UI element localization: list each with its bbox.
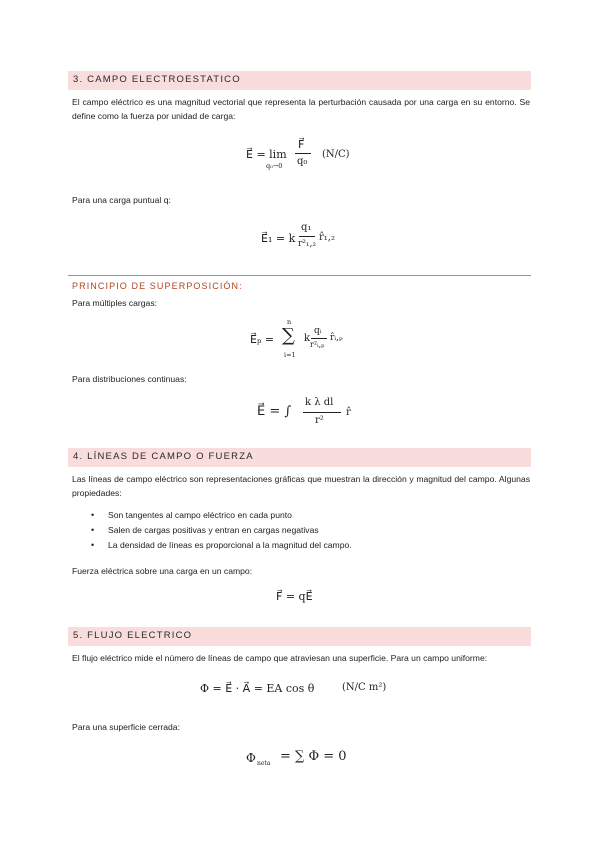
formula-limit-subscript: q₀→0 bbox=[266, 162, 283, 170]
formula-continuous bbox=[257, 396, 357, 434]
section-header-4 bbox=[68, 448, 531, 467]
section-divider bbox=[68, 275, 531, 276]
section-title: 3. CAMPO ELECTROESTATICO bbox=[73, 74, 241, 85]
formula-flux bbox=[200, 682, 400, 700]
paragraph-point-charge: Para una carga puntual q: bbox=[72, 195, 171, 205]
formula-numerator: qᵢ bbox=[314, 326, 322, 336]
formula-lhs: E⃗ = ∫ bbox=[257, 404, 292, 419]
formula-expression: Φ = E⃗ · A⃗ = EA cos θ bbox=[200, 682, 315, 695]
section-title: 4. LÍNEAS DE CAMPO O FUERZA bbox=[73, 451, 254, 462]
properties-list bbox=[72, 508, 352, 553]
paragraph-field-lines: Las líneas de campo eléctrico son representaciones gráficas que muestran la dirección y magnitud del campo. Algunas propiedades: bbox=[72, 474, 530, 498]
formula-numerator: k λ dl bbox=[305, 397, 334, 408]
formula-expression: F⃗ = qE⃗ bbox=[276, 590, 313, 603]
formula-subscript: neta bbox=[257, 760, 271, 767]
section-title: 5. FLUJO ELECTRICO bbox=[73, 630, 193, 641]
formula-denominator: r² bbox=[315, 415, 324, 426]
formula-lhs: E⃗ₚ = bbox=[250, 333, 275, 346]
formula-denominator: q₀ bbox=[297, 156, 308, 167]
sum-upper-limit: n bbox=[287, 318, 292, 326]
section-header-5 bbox=[68, 627, 531, 646]
paragraph-closed-surface: Para una superficie cerrada: bbox=[72, 722, 180, 732]
formula-numerator: F⃗ bbox=[298, 138, 305, 151]
subheading-superposition: PRINCIPIO DE SUPERPOSICIÓN: bbox=[72, 281, 243, 291]
paragraph-flux: El flujo eléctrico mide el número de líneas de campo que atraviesan una superficie. Para un campo uniforme: bbox=[72, 653, 488, 663]
formula-unit: (N/C) bbox=[322, 149, 350, 160]
formula-lhs: E⃗₁ = k bbox=[261, 232, 296, 245]
formula-electric-force bbox=[276, 590, 336, 608]
formula-unit: (N/C m²) bbox=[342, 682, 387, 693]
fraction-bar bbox=[299, 236, 315, 237]
formula-lhs: Φ bbox=[246, 751, 256, 765]
paragraph-continuous: Para distribuciones continuas: bbox=[72, 374, 187, 384]
list-item: • La densidad de líneas es proporcional a la magnitud del campo. bbox=[72, 538, 352, 553]
formula-unit-vector: r̂ bbox=[346, 407, 351, 418]
fraction-bar bbox=[311, 338, 327, 339]
formula-lhs: E⃗ = lim bbox=[246, 148, 287, 161]
paragraph-multiple-charges: Para múltiples cargas: bbox=[72, 298, 158, 308]
formula-constant: k bbox=[304, 333, 311, 344]
formula-denominator: r²₁,₂ bbox=[298, 239, 316, 249]
formula-unit-vector: r̂ᵢ,ₚ bbox=[330, 333, 343, 343]
formula-field-definition bbox=[246, 138, 366, 174]
formula-denominator: r²ᵢ,ₚ bbox=[310, 340, 325, 349]
list-item: • Salen de cargas positivas y entran en cargas negativas bbox=[72, 523, 352, 538]
list-item: • Son tangentes al campo eléctrico en cada punto bbox=[72, 508, 352, 523]
fraction-bar bbox=[303, 412, 341, 413]
sum-symbol: ∑ bbox=[282, 325, 295, 346]
formula-numerator: q₁ bbox=[301, 222, 312, 233]
formula-superposition bbox=[250, 316, 360, 360]
fraction-bar bbox=[295, 153, 311, 154]
paragraph-definition: El campo eléctrico es una magnitud vectorial que representa la perturbación causada por una carga en su entorno. Se define como la fuerza por unidad de carga: bbox=[72, 97, 530, 121]
formula-rhs: = ∑ Φ = 0 bbox=[280, 749, 347, 764]
sum-lower-limit: i=1 bbox=[284, 351, 296, 359]
formula-unit-vector: r̂₁,₂ bbox=[319, 232, 335, 243]
section-header-3 bbox=[68, 71, 531, 90]
formula-net-flux bbox=[246, 748, 366, 772]
paragraph-electric-force: Fuerza eléctrica sobre una carga en un campo: bbox=[72, 566, 253, 576]
formula-point-charge bbox=[261, 222, 351, 256]
